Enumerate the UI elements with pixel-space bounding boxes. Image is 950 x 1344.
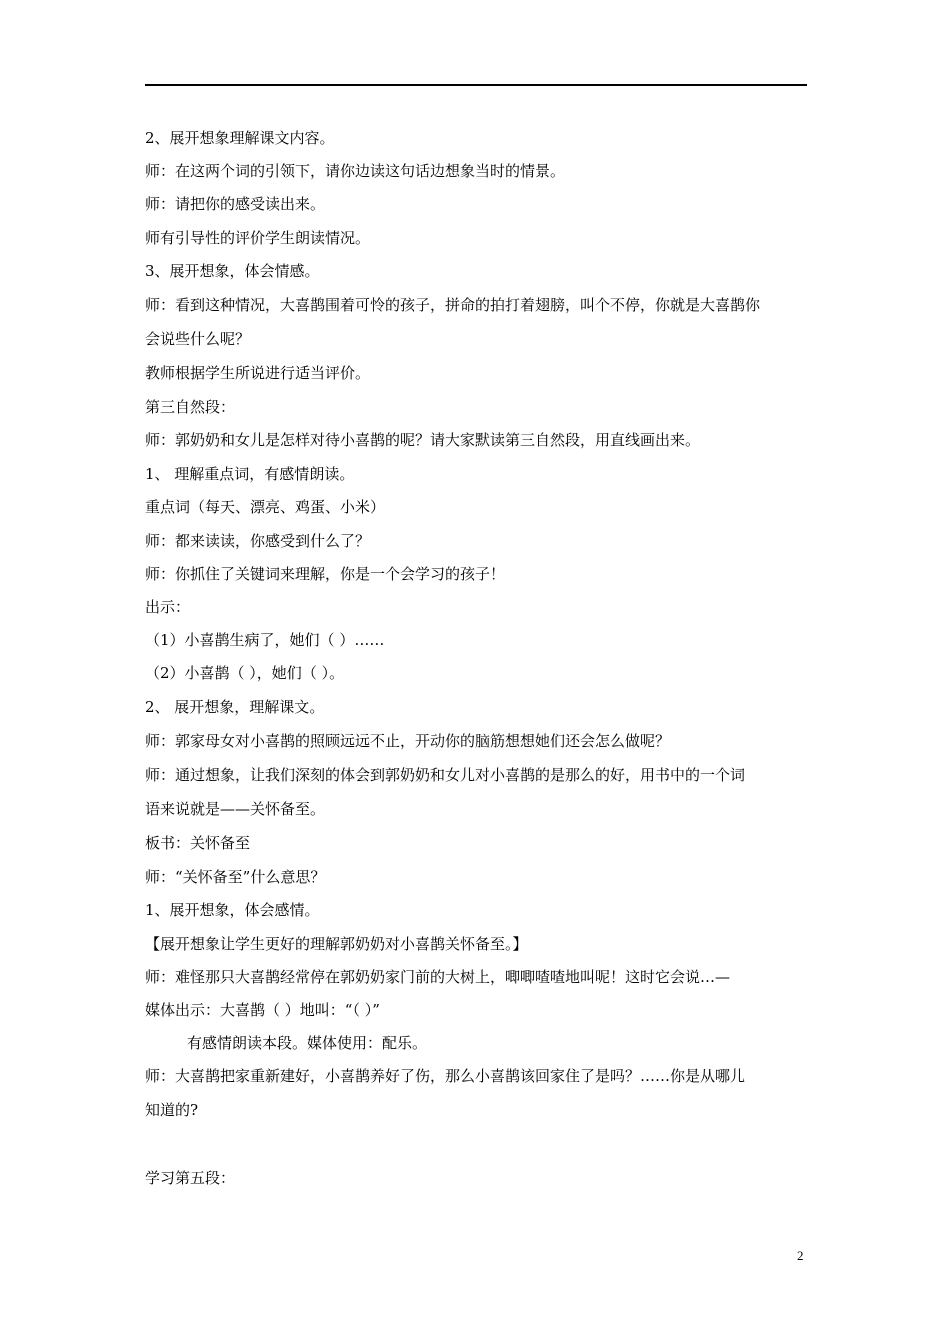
text-line: 师：郭奶奶和女儿是怎样对待小喜鹊的呢？请大家默读第三自然段，用直线画出来。 xyxy=(145,431,701,449)
text-line: 师：你抓住了关键词来理解，你是一个会学习的孩子！ xyxy=(145,565,506,583)
text-line: 师：大喜鹊把家重新建好，小喜鹊养好了伤，那么小喜鹊该回家住了是吗？……你是从哪儿 xyxy=(145,1067,746,1085)
text-line: 师有引导性的评价学生朗读情况。 xyxy=(145,229,371,247)
text-line: 1、展开想象，体会感情。 xyxy=(145,901,320,919)
text-line: 学习第五段： xyxy=(145,1169,236,1187)
text-line: 师：看到这种情况，大喜鹊围着可怜的孩子，拼命的拍打着翅膀，叫个不停，你就是大喜鹊你 xyxy=(145,296,761,314)
text-line: 教师根据学生所说进行适当评价。 xyxy=(145,364,371,382)
text-line: 重点词（每天、漂亮、鸡蛋、小米） xyxy=(145,498,386,516)
text-line: 知道的? xyxy=(145,1101,199,1119)
text-line: 师：通过想象，让我们深刻的体会到郭奶奶和女儿对小喜鹊的是那么的好，用书中的一个词 xyxy=(145,766,746,784)
text-line: 出示： xyxy=(145,598,191,616)
header-rule xyxy=(145,84,807,86)
text-line: 师：“关怀备至”什么意思？ xyxy=(145,868,326,886)
text-line: 师：都来读读，你感受到什么了？ xyxy=(145,532,371,550)
text-line: 2、 展开想象，理解课文。 xyxy=(145,698,325,716)
text-line: 语来说就是——关怀备至。 xyxy=(145,800,326,818)
text-line: 会说些什么呢？ xyxy=(145,330,251,348)
text-line: 师：在这两个词的引领下，请你边读这句话边想象当时的情景。 xyxy=(145,162,566,180)
page-number: 2 xyxy=(797,1248,804,1263)
text-line: 3、展开想象，体会情感。 xyxy=(145,262,320,280)
text-line: （2）小喜鹊（ ），她们（ ）。 xyxy=(145,664,345,682)
text-line: 1、 理解重点词，有感情朗读。 xyxy=(145,465,355,483)
text-line: 板书：关怀备至 xyxy=(145,834,251,852)
text-line: 师：难怪那只大喜鹊经常停在郭奶奶家门前的大树上，唧唧喳喳地叫呢！这时它会说…— xyxy=(145,968,731,986)
text-line: 【展开想象让学生更好的理解郭奶奶对小喜鹊关怀备至。】 xyxy=(145,935,528,953)
text-line: 师：请把你的感受读出来。 xyxy=(145,195,326,213)
text-line: 2、展开想象理解课文内容。 xyxy=(145,129,335,147)
text-line: （1）小喜鹊生病了，她们（ ）…… xyxy=(145,631,385,649)
text-line: 师：郭家母女对小喜鹊的照顾远远不止，开动你的脑筋想想她们还会怎么做呢？ xyxy=(145,732,671,750)
text-line: 媒体出示：大喜鹊（ ）地叫：“（ ）” xyxy=(145,1001,380,1019)
text-line: 第三自然段： xyxy=(145,398,236,416)
text-line: 有感情朗读本段。媒体使用：配乐。 xyxy=(187,1034,428,1052)
